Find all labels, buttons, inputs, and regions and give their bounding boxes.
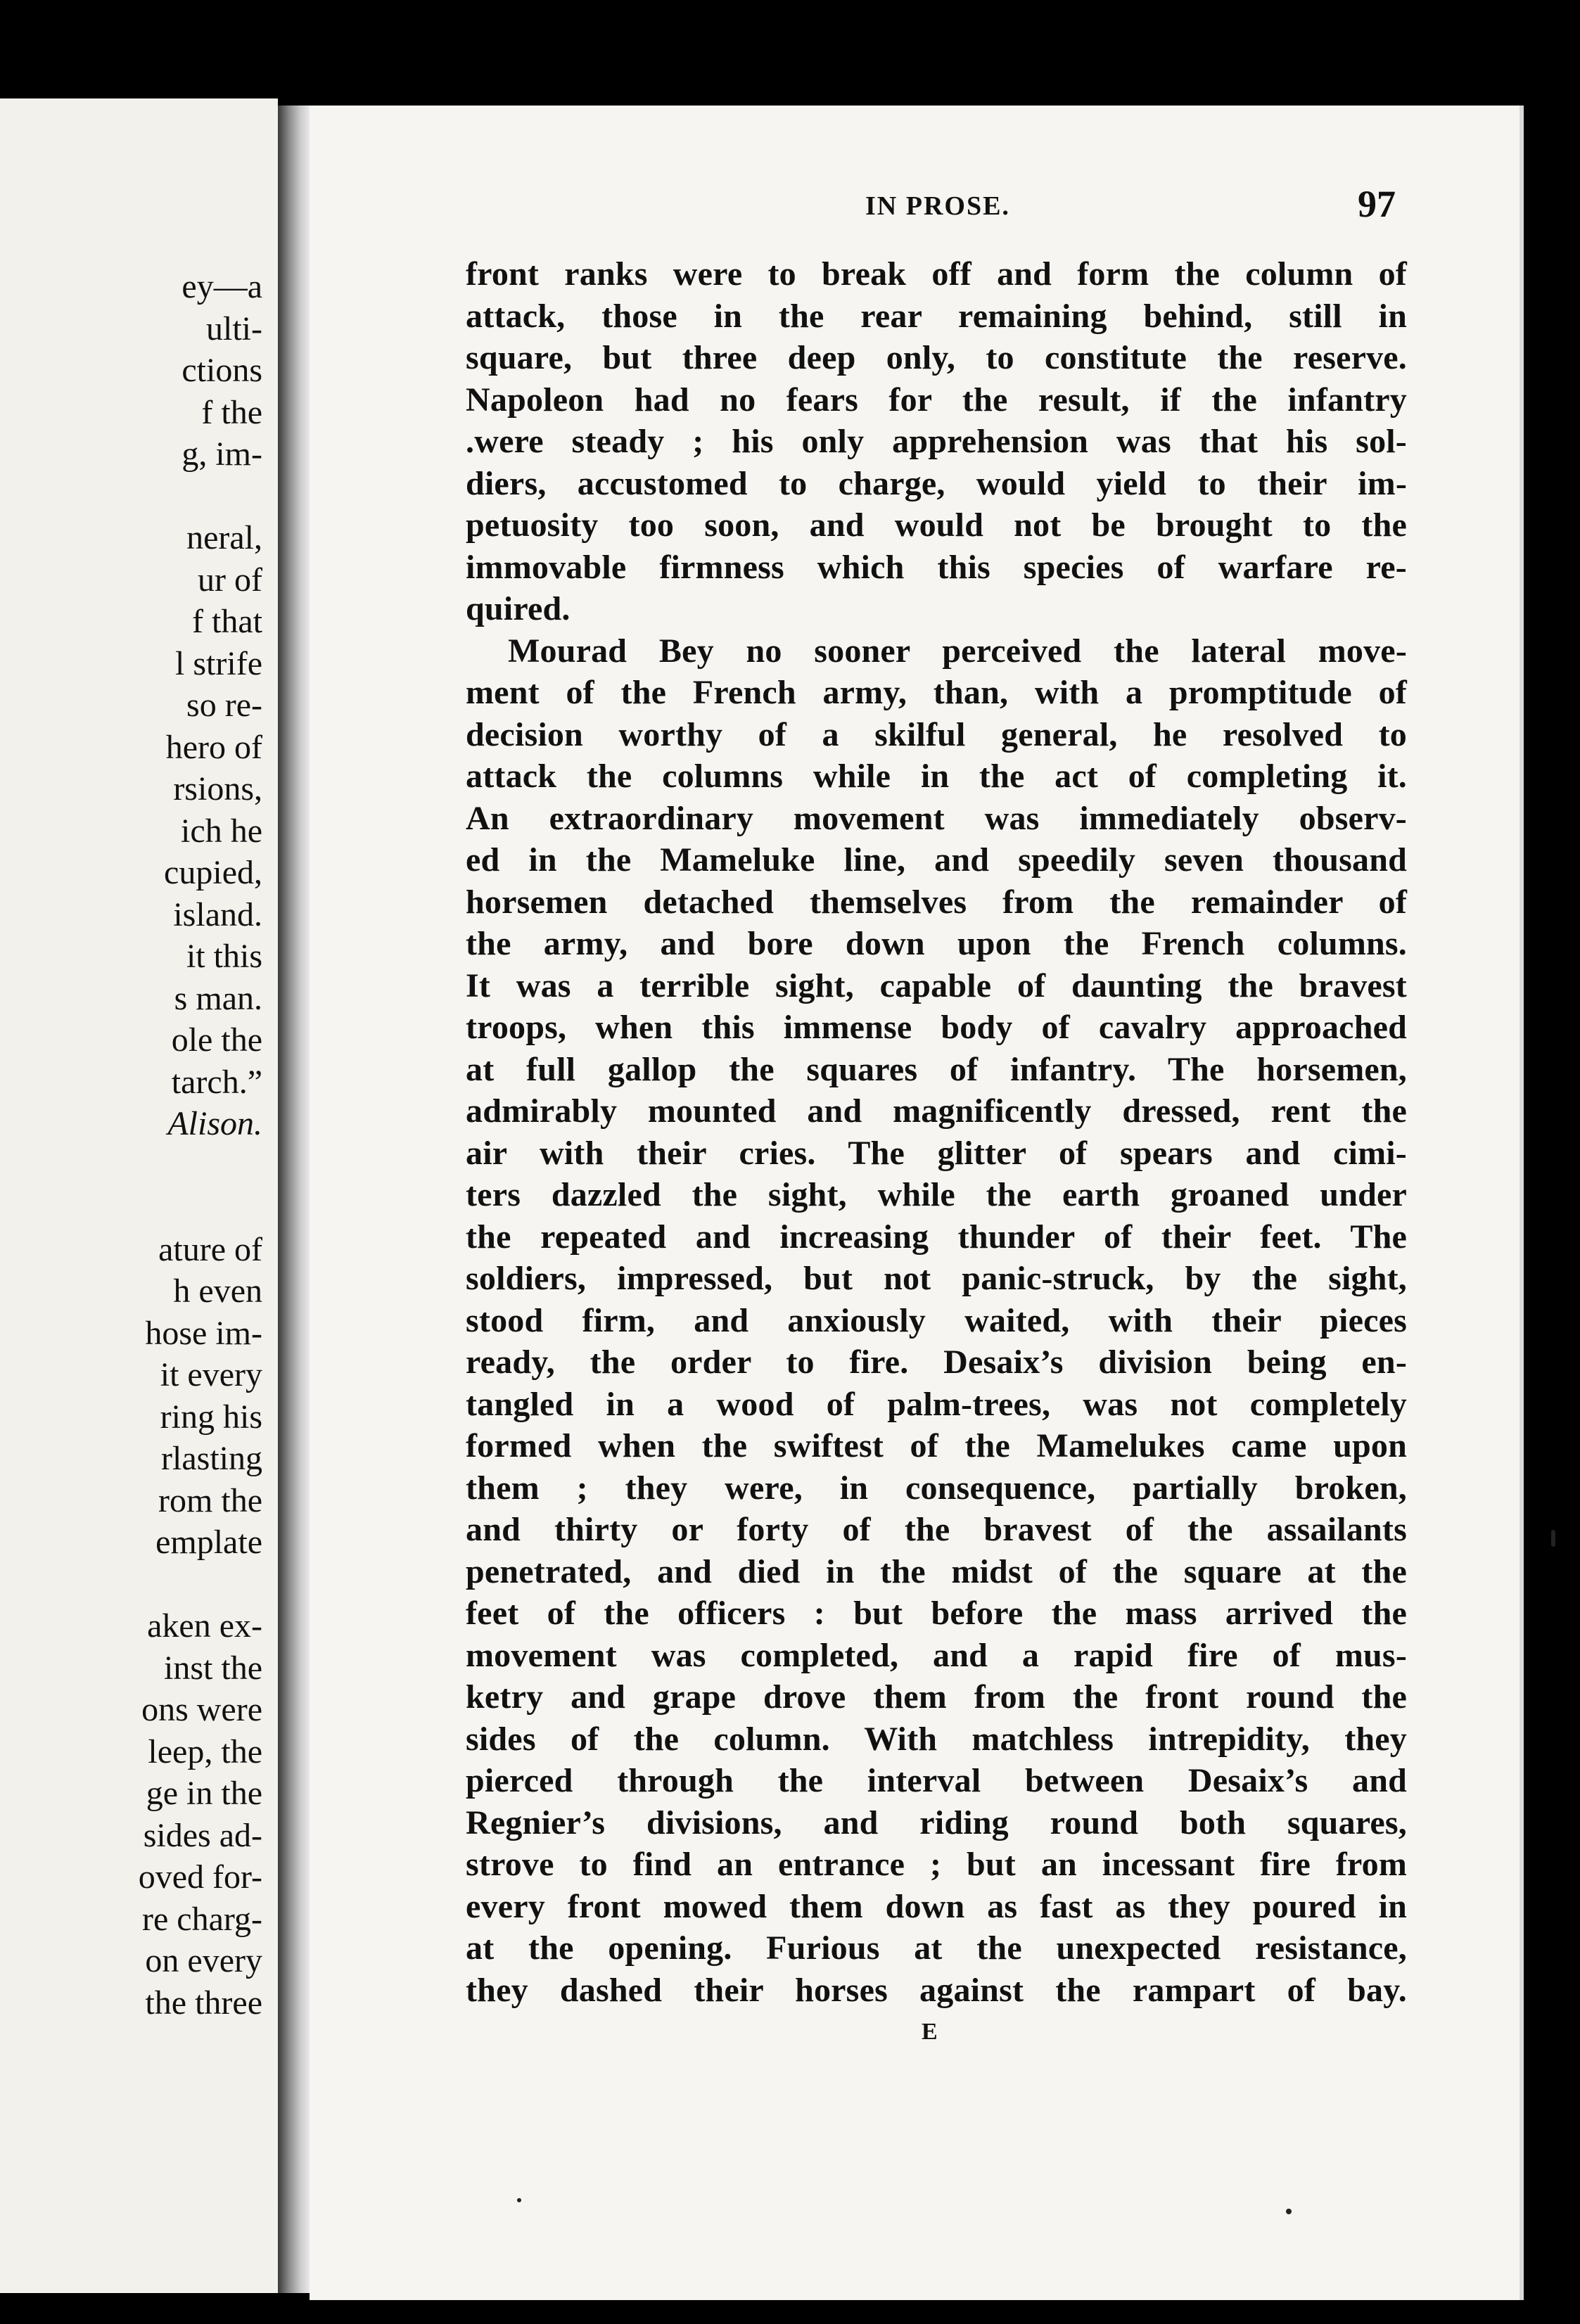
left-page-line: it this: [186, 938, 262, 975]
page-speck: [1286, 2209, 1292, 2214]
left-page-line: ulti-: [206, 309, 262, 347]
page-speck: [517, 2198, 521, 2202]
body-line: ketry and grape drove them from the front round the: [466, 1678, 1407, 1716]
left-page-line: hose im-: [145, 1314, 262, 1352]
left-page-line: ature of: [158, 1230, 262, 1268]
body-line: petuosity too soon, and would not be brought to the: [466, 506, 1407, 544]
body-line: horsemen detached themselves from the remainder of: [466, 883, 1407, 921]
body-line: attack, those in the rear remaining behind, still in: [466, 297, 1407, 335]
body-line: Mourad Bey no sooner perceived the lateral move-: [508, 632, 1407, 670]
page-speck: [1551, 1530, 1555, 1547]
left-page-line: ring his: [160, 1398, 262, 1436]
left-page-line: neral,: [186, 519, 262, 556]
body-line: tangled in a wood of palm-trees, was not completely: [466, 1385, 1407, 1423]
left-page-line: ey—a: [181, 268, 262, 305]
body-line: soldiers, impressed, but not panic-struck, by the sight,: [466, 1260, 1407, 1297]
body-line: attack the columns while in the act of completing it.: [466, 758, 1407, 795]
body-line: admirably mounted and magnificently dressed, rent the: [466, 1092, 1407, 1130]
left-page-line: rom the: [158, 1481, 262, 1519]
left-page-line: s man.: [174, 979, 262, 1017]
body-line: formed when the swiftest of the Mamelukes came upon: [466, 1427, 1407, 1464]
left-page-line: ons were: [141, 1691, 262, 1728]
left-page-line: ge in the: [146, 1775, 262, 1812]
body-line: ed in the Mameluke line, and speedily seven thousand: [466, 841, 1407, 879]
left-page-line: it every: [160, 1356, 262, 1393]
left-page-line: l strife: [175, 644, 262, 682]
body-line: the army, and bore down upon the French columns.: [466, 925, 1407, 962]
body-line: the repeated and increasing thunder of their feet. The: [466, 1218, 1407, 1256]
body-line: square, but three deep only, to constitute the reserve.: [466, 339, 1407, 376]
body-line: ment of the French army, than, with a promptitude of: [466, 674, 1407, 711]
body-line: at the opening. Furious at the unexpected resistance,: [466, 1929, 1407, 1967]
body-line: stood firm, and anxiously waited, with their pieces: [466, 1301, 1407, 1339]
body-line: penetrated, and died in the midst of the square at the: [466, 1552, 1407, 1590]
left-page-line: f the: [201, 393, 262, 431]
body-line: strove to find an entrance ; but an incessant fire from: [466, 1846, 1407, 1883]
left-page-line: Alison.: [167, 1105, 262, 1142]
left-page-line: inst the: [164, 1649, 262, 1687]
book-spine: [278, 106, 310, 2293]
left-page-line: g, im-: [181, 435, 262, 473]
body-line: at full gallop the squares of infantry. The horsemen,: [466, 1050, 1407, 1088]
left-page-line: re charg-: [142, 1900, 262, 1938]
left-page-line: cupied,: [164, 854, 262, 891]
page-number: 97: [1358, 183, 1396, 225]
body-line: feet of the officers : but before the mass arrived the: [466, 1595, 1407, 1632]
signature-mark: E: [922, 2019, 938, 2045]
body-line: every front mowed them down as fast as they poured in: [466, 1887, 1407, 1925]
left-page-line: tarch.”: [171, 1063, 262, 1101]
left-page-line: island.: [173, 895, 262, 933]
body-line: An extraordinary movement was immediately observ-: [466, 799, 1407, 837]
body-line: and thirty or forty of the bravest of the assailants: [466, 1511, 1407, 1548]
left-page-line: sides ad-: [143, 1816, 262, 1854]
left-page-line: f that: [192, 603, 262, 640]
left-page-line: emplate: [155, 1524, 262, 1561]
left-page-line: rlasting: [161, 1440, 262, 1477]
left-page-line: hero of: [165, 728, 262, 766]
body-line: they dashed their horses against the rampart of bay.: [466, 1971, 1407, 2009]
left-page-line: ctions: [181, 352, 262, 389]
body-line: It was a terrible sight, capable of daunting the bravest: [466, 966, 1407, 1004]
left-page-line: the three: [145, 1984, 262, 2022]
left-page-line: ole the: [171, 1021, 262, 1059]
running-header-title: IN PROSE.: [865, 191, 1010, 221]
body-line: front ranks were to break off and form the column of: [466, 255, 1407, 293]
body-line: pierced through the interval between Desaix’s and: [466, 1762, 1407, 1799]
left-page-fragment: [0, 98, 278, 2293]
left-page-line: ich he: [181, 812, 262, 850]
left-page-line: on every: [145, 1942, 262, 1979]
body-line: them ; they were, in consequence, partially broken,: [466, 1469, 1407, 1507]
left-page-line: ur of: [198, 561, 262, 599]
left-page-line: h even: [173, 1272, 262, 1310]
body-line: Napoleon had no fears for the result, if the infantry: [466, 381, 1407, 419]
body-line: sides of the column. With matchless intrepidity, they: [466, 1720, 1407, 1758]
left-page-text: [0, 266, 262, 2024]
left-page-line: leep, the: [148, 1732, 262, 1770]
body-line: ready, the order to fire. Desaix’s division being en-: [466, 1343, 1407, 1381]
body-text: [466, 253, 1407, 2011]
right-page: [310, 106, 1524, 2300]
body-line: Regnier’s divisions, and riding round both squares,: [466, 1803, 1407, 1841]
body-line: quired.: [466, 590, 571, 627]
left-page-line: rsions,: [173, 770, 262, 807]
body-line: immovable firmness which this species of warfare re-: [466, 548, 1407, 586]
body-line: troops, when this immense body of cavalry approached: [466, 1009, 1407, 1046]
body-line: decision worthy of a skilful general, he resolved to: [466, 715, 1407, 753]
body-line: ters dazzled the sight, while the earth groaned under: [466, 1176, 1407, 1213]
left-page-line: so re-: [186, 687, 262, 724]
body-line: air with their cries. The glitter of spears and cimi-: [466, 1134, 1407, 1172]
body-line: .were steady ; his only apprehension was that his sol-: [466, 423, 1407, 460]
running-header: [310, 181, 1520, 231]
body-line: movement was completed, and a rapid fire of mus-: [466, 1636, 1407, 1674]
body-line: diers, accustomed to charge, would yield to their im-: [466, 464, 1407, 502]
left-page-line: oved for-: [138, 1858, 262, 1896]
left-page-line: aken ex-: [147, 1607, 262, 1645]
